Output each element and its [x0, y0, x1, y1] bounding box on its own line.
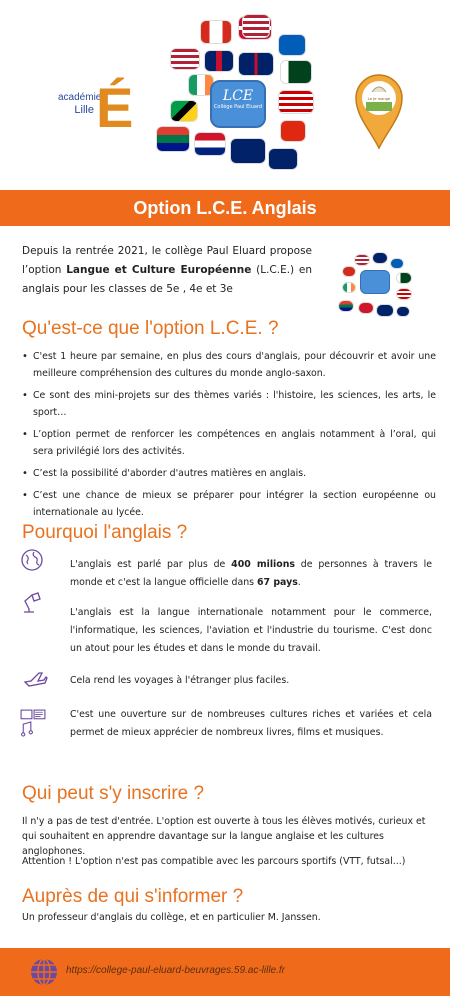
lce-logo	[210, 80, 266, 128]
lce-logo-title: LCE	[222, 88, 254, 104]
intro-text-1: Depuis la rentrée 2021, le collège Paul Eluard propose l’option	[22, 245, 312, 276]
airplane-icon	[20, 668, 50, 692]
why-text-international: L'anglais est la langue internationale notamment pour le commerce, l'informatique, les sciences, l'aviation et l'industrie du tourisme. C'est donc un atout pour les études et dans le monde du travail.	[70, 607, 432, 654]
section-title-what: Qu'est-ce que l'option L.C.E. ?	[22, 318, 279, 339]
footer	[0, 948, 450, 996]
academie-label: académie	[58, 92, 102, 103]
why-text-travel: Cela rend les voyages à l'étranger plus faciles.	[70, 675, 290, 686]
web-globe-icon	[28, 956, 60, 988]
academie-letter: É	[96, 76, 134, 139]
flags-cloud-image	[150, 8, 320, 183]
section-title-why: Pourquoi l'anglais ?	[22, 522, 188, 543]
list-item: • C'est 1 heure par semaine, en plus des cours d'anglais, pour découvrir et avoir une meilleure compréhension des cultures du monde anglo-saxon.	[22, 348, 436, 382]
desk-lamp-icon	[20, 590, 44, 614]
list-item: • C’est la possibilité d'aborder d'autres matières en anglais.	[22, 465, 436, 482]
list-item: • Ce sont des mini-projets sur des thèmes variés : l'histoire, les sciences, les arts, le sport…	[22, 387, 436, 421]
countries-count: 67 pays	[257, 577, 298, 588]
title-banner	[0, 190, 450, 226]
map-pin-logo	[354, 70, 404, 150]
lille-label: Lille	[74, 104, 94, 116]
why-text-culture: C'est une ouverture sur de nombreuses cultures riches et variées et cela permet de mieux apprécier de nombreux livres, films et musiques.	[70, 709, 432, 738]
culture-icon	[20, 704, 46, 740]
list-item: • C’est une chance de mieux se préparer pour intégrer la section européenne ou internationale au lycée.	[22, 487, 436, 521]
section-title-who: Qui peut s'y inscrire ?	[22, 783, 205, 804]
intro-text-2: (L.C.E.) en anglais pour les classes de 5e , 4e et 3e	[22, 264, 313, 295]
contact-paragraph: Un professeur d'anglais du collège, et en particulier M. Janssen.	[22, 912, 321, 923]
lce-logo-subtitle: Collège Paul Eluard	[213, 104, 263, 110]
website-link[interactable]: https://college-paul-eluard-beuvrages.59.ac-lille.fr	[66, 965, 286, 976]
lce-description-list	[22, 348, 436, 526]
warning-paragraph: Attention ! L'option n'est pas compatible avec les parcours sportifs (VTT, futsal...)	[22, 856, 406, 867]
intro-text-bold: Langue et Culture Européenne	[66, 264, 252, 276]
intro-paragraph	[22, 242, 312, 299]
page-title: Option L.C.E. Anglais	[133, 197, 317, 218]
academie-lille-logo	[58, 78, 138, 140]
why-text-speakers: L'anglais est parlé par plus de 400 milions de personnes à travers le monde et c'est la langue officielle dans 67 pays.	[70, 559, 433, 588]
small-flags-cloud-image	[336, 248, 414, 322]
globe-icon	[20, 548, 44, 572]
section-title-contact: Auprès de qui s'informer ?	[22, 886, 244, 907]
speakers-count: 400 milions	[231, 559, 295, 570]
list-item: • L’option permet de renforcer les compétences en anglais notamment à l’oral, qui sera privilégié lors des activités.	[22, 426, 436, 460]
enrollment-paragraph: Il n'y a pas de test d'entrée. L'option est ouverte à tous les élèves motivés, curieux et qui souhaitent en apprendre davantage sur la langue anglaise et les cultures anglophones.	[22, 816, 426, 857]
pin-label: Le Je mange	[367, 97, 391, 101]
header	[0, 0, 450, 190]
